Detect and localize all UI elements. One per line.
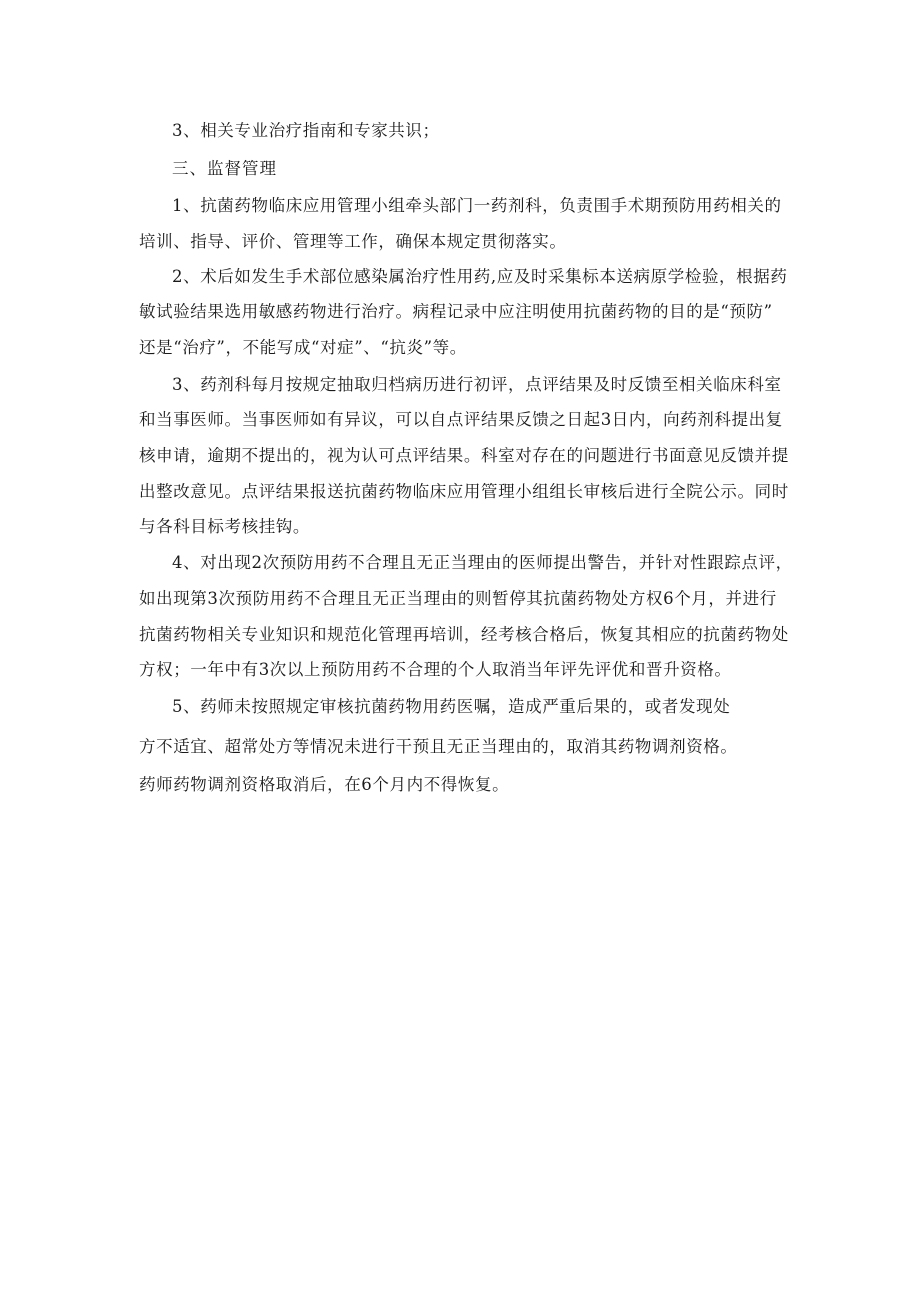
- item-2-line-2: 敏试验结果选用敏感药物进行治疗。病程记录中应注明使用抗菌药物的目的是“预防”: [139, 302, 773, 321]
- item-1-line-1: 1、抗菌药物临床应用管理小组牵头部门一药剂科，负责围手术期预防用药相关的: [172, 196, 782, 215]
- item-2-line-1: 2、术后如发生手术部位感染属治疗性用药,应及时采集标本送病原学检验，根据药: [172, 267, 788, 286]
- item-3-line-5: 与各科目标考核挂钩。: [139, 517, 310, 536]
- section-heading-supervision: 三、监督管理: [172, 159, 277, 178]
- item-3-line-2: 和当事医师。当事医师如有异议，可以自点评结果反馈之日起3日内，向药剂科提出复: [139, 410, 783, 429]
- item-2-line-3: 还是“治疗”，不能写成“对症”、“抗炎”等。: [139, 338, 467, 357]
- item-3-line-4: 出整改意见。点评结果报送抗菌药物临床应用管理小组组长审核后进行全院公示。同时: [139, 482, 789, 501]
- item-4-line-3: 抗菌药物相关专业知识和规范化管理再培训，经考核合格后，恢复其相应的抗菌药物处: [139, 625, 789, 644]
- item-1-line-2: 培训、指导、评价、管理等工作，确保本规定贯彻落实。: [139, 232, 567, 251]
- item-4-line-2: 如出现第3次预防用药不合理且无正当理由的则暂停其抗菌药物处方权6个月，并进行: [139, 589, 777, 608]
- item-4-line-1: 4、对出现2次预防用药不合理且无正当理由的医师提出警告，并针对性跟踪点评，: [172, 553, 793, 572]
- item-3-guidelines: 3、相关专业治疗指南和专家共识；: [172, 121, 440, 140]
- item-5-line-1: 5、药师未按照规定审核抗菌药物用药医嘱，造成严重后果的，或者发现处: [172, 697, 731, 716]
- item-3-line-3: 核申请，逾期不提出的，视为认可点评结果。科室对存在的问题进行书面意见反馈并提: [139, 446, 789, 465]
- item-4-line-4: 方权；一年中有3次以上预防用药不合理的个人取消当年评先评优和晋升资格。: [139, 660, 732, 679]
- item-5-line-3: 药师药物调剂资格取消后，在6个月内不得恢复。: [139, 775, 510, 794]
- item-3-line-1: 3、药剂科每月按规定抽取归档病历进行初评，点评结果及时反馈至相关临床科室: [172, 375, 782, 394]
- item-5-line-2: 方不适宜、超常处方等情况未进行干预且无正当理由的，取消其药物调剂资格。: [139, 737, 738, 756]
